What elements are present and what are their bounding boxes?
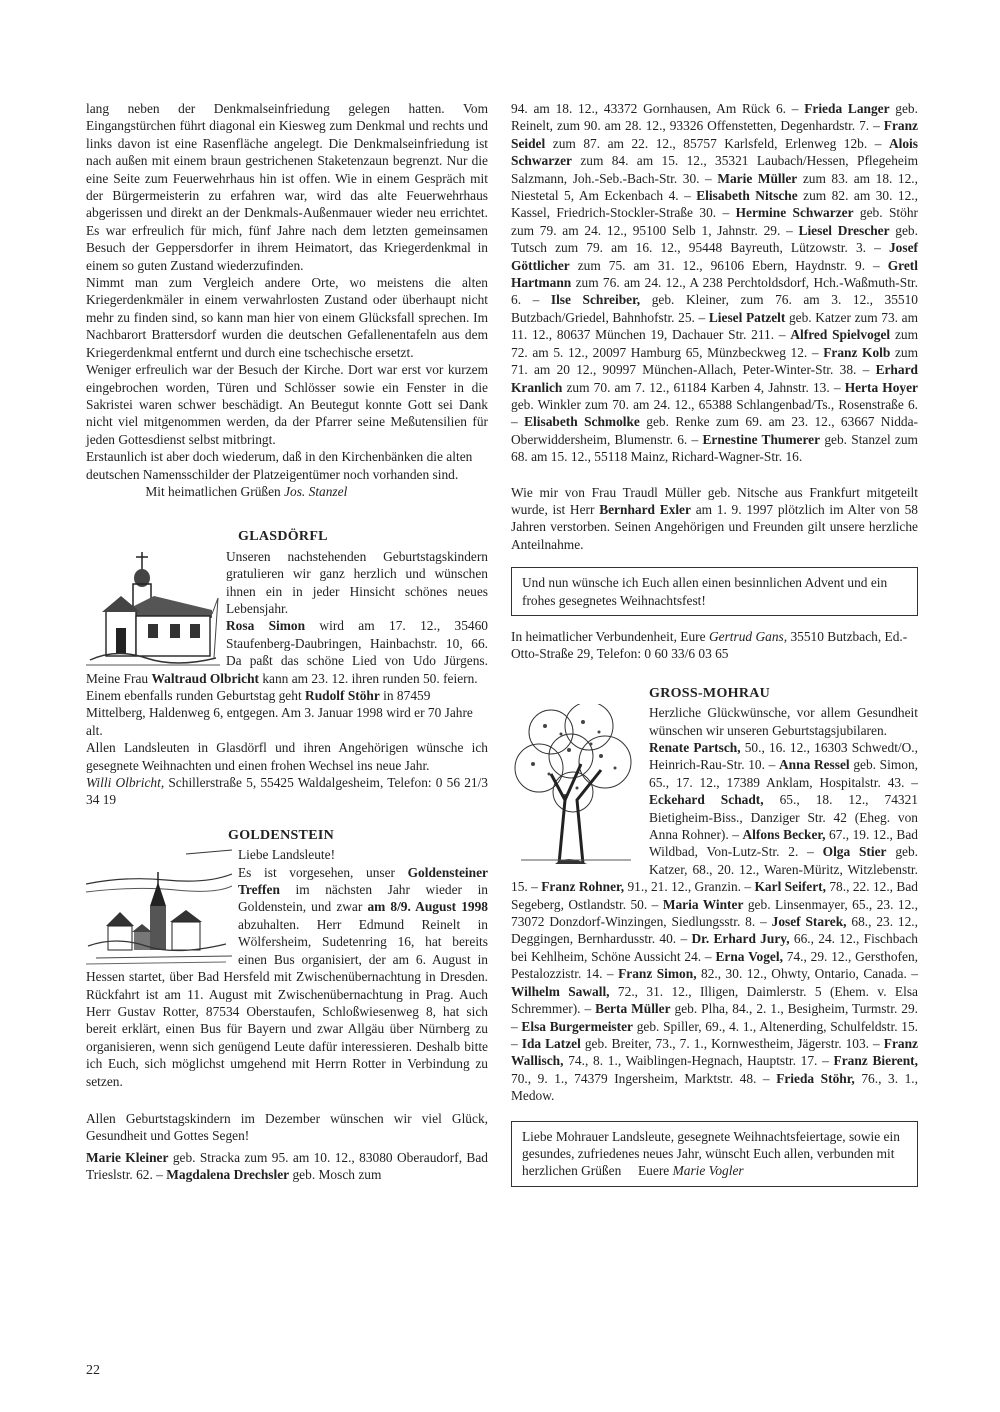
- box-text: Liebe Mohrauer Landsleute, gesegnete Weihnachtsfeiertage, sowie ein gesundes, zufriedenes neues Jahr, wünscht Euch allen, verbunden mit herzlichen Grüßen: [522, 1128, 900, 1179]
- person-name: Franz Simon,: [618, 966, 697, 982]
- section-glasdoerfl: [86, 528, 488, 809]
- text-run: 67., 19. 12., Bad Wildbad, Von-Lutz-Str. 2. –: [649, 827, 918, 860]
- person-name: Ida Latzel: [521, 1035, 581, 1051]
- text-run: geb. Renke zum 69. am 23. 12., 63667 Nidda-Oberwiddersheim, Blumenstr. 6. –: [511, 414, 918, 447]
- birthday-entry: [86, 1149, 488, 1184]
- signature: [86, 774, 488, 809]
- text-run: 70., 9. 1., 74379 Ingersheim, Marktstr. 48. –: [511, 1070, 770, 1086]
- paragraph: Nimmt man zum Vergleich andere Orte, wo meistens die alten Kriegerdenkmäler in einem verwahrlosten Zustand oder überhaupt nicht mehr zu finden sind, so kann man hier von einem Glücksfall sprechen. Im Nachbarort Brattersdorf wurden die deutschen Gefallenentafeln aus dem Kriegerdenkmal entfernt und durch eine tschechische ersetzt.: [86, 275, 488, 360]
- person-name: Josef Starek,: [771, 914, 847, 930]
- text-run: geb. Stanzel zum 68. am 15. 12., 55118 Mainz, Richard-Wagner-Str. 16.: [511, 431, 918, 465]
- person-name: Dr. Erhard Jury,: [691, 931, 790, 947]
- signature-name: Gertrud Gans,: [708, 628, 788, 644]
- paragraph: [86, 448, 488, 500]
- person-name: Magdalena Drechsler: [166, 1167, 290, 1183]
- text-run: in 87459 Mittelberg, Haldenweg 6, entgegen. Am 3. Januar 1998 wird er 70 Jahre alt.: [86, 688, 473, 738]
- signature-text: Mit heimatlichen Grüßen: [145, 483, 281, 499]
- text-run: geb. Plha, 84., 2. 1., Besigheim, Turmstr. 29. –: [511, 1001, 919, 1034]
- text-run: geb. Winkler zum 70. am 24. 12., 65388 Schlangenbad/Ts., Rosenstraße 6. –: [511, 396, 918, 430]
- person-name: Herta Hoyer: [844, 379, 918, 395]
- section-goldenstein: [86, 827, 488, 1184]
- text-run: 91., 21. 12., Granzin. –: [627, 879, 752, 895]
- paragraph-text: Erstaunlich ist aber doch wiederum, daß in den Kirchenbänken die alten deutschen Namensschilder der Platzeigentümer noch vorhanden sind.: [86, 449, 473, 482]
- right-column: [511, 100, 918, 1187]
- text-run: 50., 16. 12., 16303 Schwedt/O., Heinrich-Rau-Str. 10. –: [649, 740, 918, 773]
- text-run: zum 72. am 5. 12., 20097 Hamburg 65, Münzbeckweg 12. –: [511, 327, 918, 360]
- chapel-illustration: [86, 548, 220, 668]
- section-intro: Herzliche Glückwünsche, vor allem Gesundheit wünschen wir unseren Geburtstagsjubilaren.: [649, 705, 918, 738]
- text-run: 82., 30. 12., Ohwty, Ontario, Canada. –: [701, 966, 918, 982]
- person-name: Marie Müller: [717, 170, 798, 186]
- signature-address: Schillerstraße 5, 55425 Waldalgesheim, Telefon: 0 56 21/3 34 19: [86, 775, 489, 808]
- person-name: Eckehard Schadt,: [649, 792, 764, 808]
- person-name: Elisabeth Schmolke: [524, 414, 640, 430]
- text-run: kann am 23. 12. ihren runden 50. feiern.: [262, 670, 478, 686]
- text-run: 65., 18. 12., 74321 Bietigheim-Biss., Danziger Str. 42 (Eheg. von Anna Rohner). –: [649, 792, 918, 843]
- person-name: Josef Göttlicher: [511, 240, 918, 273]
- section-gross-mohrau: [511, 685, 918, 1105]
- text-run: geb. Stöhr zum 79. am 24. 12., 95100 Selb 1, Jahnstr. 29. –: [511, 205, 919, 238]
- birthday-list: [511, 100, 918, 466]
- text-run: geb. Stracka zum 95. am 10. 12., 83080 Oberaudorf, Bad Trieslstr. 62. –: [86, 1149, 488, 1183]
- text-run: zum 82. am 30. 12., Kassel, Friedrich-Stockler-Straße 30. –: [511, 188, 918, 221]
- text-run: zum 83. am 18. 12., Niestetal 5, Am Eckenbach 4. –: [511, 170, 919, 204]
- text-run: Es ist vorgesehen, unser: [238, 864, 396, 880]
- person-name: Maria Winter: [662, 896, 744, 912]
- text-run: zum 84. am 15. 12., 35321 Laubach/Hessen, Pflegeheim Salzmann, Joh.-Seb.-Bach-Str. 30. –: [511, 153, 918, 186]
- box-signature: Euere: [638, 1163, 670, 1179]
- text-run: im nächsten Jahr wieder in Goldenstein, und zwar: [238, 882, 488, 915]
- section-title: GLASDÖRFL: [238, 529, 328, 545]
- person-name: Karl Seifert,: [754, 879, 826, 895]
- text-run: 78., 22. 12., Bad Segeberg, Ostlandstr. 50. –: [511, 879, 918, 912]
- person-name: Frieda Stöhr,: [776, 1070, 855, 1086]
- person-name: Liesel Drescher: [798, 222, 890, 238]
- person-name: Waltraud Olbricht: [151, 670, 259, 686]
- text-run: zum 70. am 7. 12., 61184 Karben 4, Jahnstr. 13. –: [566, 379, 841, 395]
- text-run: geb. Linsenmayer, 65., 23. 12., 73072 Donzdorf-Winzingen, Siedlungsstr. 8. –: [511, 896, 918, 930]
- text-run: geb. Katzer zum 73. am 11. 12., 80637 München 19, Dachauer Str. 211. –: [511, 309, 918, 343]
- person-name: Ilse Schreiber,: [550, 292, 641, 308]
- person-name: Hermine Schwarzer: [735, 205, 854, 221]
- person-name: Frieda Langer: [804, 101, 890, 116]
- person-name: Franz Bierent,: [833, 1053, 918, 1069]
- person-name: Gretl Hartmann: [511, 257, 918, 291]
- person-name: Renate Partsch,: [649, 740, 741, 755]
- text-run: 94. am 18. 12., 43372 Gornhausen, Am Rück 6. –: [511, 101, 799, 116]
- person-name: Erna Vogel,: [715, 948, 783, 964]
- person-name: Alfred Spielvogel: [790, 327, 891, 343]
- person-name: Bernhard Exler: [599, 501, 691, 517]
- text-run: 76., 3. 1., Medow.: [511, 1070, 918, 1104]
- person-name: Ernestine Thumerer: [702, 431, 821, 447]
- text-run: am 1. 9. 1997 plötzlich im Alter von 58 Jahren verstorben. Seinen Angehörigen und Freunden gilt unsere herzliche Anteilnahme.: [511, 501, 918, 552]
- text-run: zum 76. am 24. 12., A 238 Perchtoldsdorf, Hch.-Waßmuth-Str. 6. –: [511, 275, 918, 308]
- text-run: Einem ebenfalls runden Geburtstag geht: [86, 688, 302, 703]
- text-run: Wie mir von Frau Traudl Müller geb. Nitsche aus Frankfurt mitgeteilt wurde, ist Herr: [511, 484, 918, 517]
- person-name: Elsa Burgermeister: [521, 1018, 633, 1034]
- text-run: geb. Simon, 65., 17. 12., 17389 Anklam, Hospitalstr. 43. –: [649, 757, 918, 790]
- text-run: zum 75. am 31. 12., 96106 Ebern, Haydnstr. 9. –: [577, 257, 880, 273]
- wish-text: Allen Geburtstagskindern im Dezember wünschen wir viel Glück, Gesundheit und Gottes Segen!: [86, 1110, 488, 1144]
- person-name: Rudolf Stöhr: [305, 688, 380, 703]
- person-name: Elisabeth Nitsche: [696, 188, 798, 204]
- person-name: Anna Ressel: [779, 757, 850, 773]
- box-signature-name: Marie Vogler: [672, 1163, 744, 1179]
- event-name: Goldensteiner Treffen: [238, 864, 488, 898]
- obituary-note: [511, 484, 918, 554]
- person-name: Olga Stier: [822, 844, 887, 860]
- text-run: 74., 29. 12., Gersthofen, Pestalozzistr. 14. –: [511, 948, 918, 982]
- text-run: geb. Breiter, 73., 7. 1., Kornwestheim, Jägerstr. 103. –: [584, 1035, 880, 1051]
- person-name: Marie Kleiner: [86, 1149, 169, 1165]
- person-name: Franz Seidel: [511, 118, 918, 151]
- person-name: Erhard Kranlich: [511, 362, 918, 395]
- section-title: GOLDENSTEIN: [228, 827, 334, 843]
- signature-name: Jos. Stanzel: [284, 483, 348, 499]
- person-name: Franz Rohner,: [541, 879, 625, 895]
- person-name: Franz Wallisch,: [511, 1035, 918, 1069]
- text-run: 72., 31. 12., Illigen, Daimlerstr. 5 (Ehem. v. Elsa Schremmer). –: [511, 983, 918, 1017]
- text-run: geb. Tutsch zum 79. am 16. 12., 95448 Bayreuth, Lützowstr. 3. –: [511, 222, 918, 256]
- tree-illustration: [511, 704, 641, 864]
- signature: [511, 628, 918, 663]
- section-title: GROSS-MOHRAU: [649, 685, 771, 701]
- paragraph: lang neben der Denkmalseinfriedung gelegen hatten. Vom Eingangstürchen führt diagonal ein Kiesweg zum Denkmal und rechts und links davon ist eine Rasenfläche angelegt. Die Denkmalseinfriedung ist nach außen mit einem braun gestrichenen Staketenzaun begrenzt. Nur die eine Seite zum Feuerwehrhaus hin ist offen. Wie in einem Gespräch mit der Bürgermeisterin zu erfahren war, wird das alte Feuerwehrhaus abgerissen und direkt an der Denkmals-Außenmauer wieder neu errichtet. Es war erfreulich für mich, fünf Jahre nach dem letzten gemeinsamen Besuch der Geppersdorfer in ihrem Heimatort, das Kriegerdenkmal in einem so guten Zustand wiederzufinden.: [86, 101, 488, 273]
- text-run: 74., 8. 1., Waiblingen-Hegnach, Hauptstr. 17. –: [568, 1053, 829, 1069]
- text-run: wird am 17. 12., 35460 Staufenberg-Daubringen, Hainbachstr. 10, 66. Da paßt das schöne Lied von Udo Jürgens. Meine Frau: [86, 618, 488, 686]
- text-run: 68., 23. 12., Deggingen, Bernhardusstr. 40. –: [511, 914, 918, 947]
- signature-name: Willi Olbricht,: [86, 775, 165, 791]
- text-run: geb. Reinelt, zum 90. am 28. 12., 93326 Offenstetten, Degenhardstr. 7. –: [511, 101, 918, 134]
- person-name: Rosa Simon: [226, 618, 306, 634]
- section-intro: Unseren nachstehenden Geburtstagskindern gratulieren wir ganz herzlich und wünschen ihnen ein in jeder Hinsicht schönes neues Lebensjahr.: [226, 548, 488, 616]
- person-name: Berta Müller: [595, 1001, 671, 1017]
- text-run: geb. Katzer, 68., 20. 12., Waren-Müritz, Witzlebenstr. 15. –: [511, 844, 918, 895]
- wish-text: Allen Landsleuten in Glasdörfl und ihren Angehörigen wünsche ich gesegnete Weihnachten und einen frohen Wechsel ins neue Jahr.: [86, 740, 488, 773]
- left-column: [86, 100, 488, 1184]
- person-name: Liesel Patzelt: [708, 309, 786, 325]
- page-number: 22: [86, 1363, 100, 1378]
- town-illustration: [86, 846, 232, 966]
- person-name: Wilhelm Sawall,: [511, 983, 610, 999]
- text-run: abzuhalten. Herr Edmund Reinelt in Wölfersheim, Sudetenring 16, hat bereits einen Bus organisiert, der am 6. August in Hessen startet, über Bad Hersfeld mit Zwischenübernachtung in Dresden. Rückfahrt ist am 11. August mit Zwischenübernachtung in Prag. Auch Herr Gustav Rotter, 87534 Oberstaufen, Schloßwiesenweg 8, hat sich bereit erklärt, einen Bus für Bayern und zwar Allgäu über Nürnberg zu organisieren, wenn sich genügend Leute dafür interessieren. Deshalb bitte ich Euch, sich möglichst umgehend mit Herrn Rotter in Verbindung zu setzen.: [86, 916, 488, 1089]
- paragraph: Weniger erfreulich war der Besuch der Kirche. Dort war erst vor kurzem eingebrochen worden, Türen und Schlösser sowie ein Fenster in die Sakristei waren schwer beschädigt. An Beutegut konnte Gott sei Dank nicht viel mitgenommen werden, da der Pfarrer seine Meßutensilien für jeden Gottesdienst selbst mitbringt.: [86, 362, 488, 447]
- person-name: Alois Schwarzer: [511, 135, 918, 169]
- person-name: Alfons Becker,: [742, 827, 826, 843]
- person-name: Franz Kolb: [823, 344, 891, 360]
- text-run: geb. Mosch zum: [292, 1167, 382, 1183]
- box-text: Und nun wünsche ich Euch allen einen besinnlichen Advent und ein frohes gesegnetes Weihnachtsfest!: [522, 575, 888, 608]
- text-run: 66., 24. 12., Fischbach bei Kehlheim, Schöne Aussicht 24. –: [511, 931, 918, 964]
- text-run: zum 87. am 22. 12., 85757 Karlsfeld, Erlenweg 12b. –: [552, 135, 882, 151]
- birthday-entry: [86, 687, 488, 739]
- christmas-greeting-box: [511, 1121, 918, 1187]
- text-run: In heimatlicher Verbundenheit, Eure: [511, 628, 706, 644]
- event-date: am 8/9. August 1998: [367, 899, 488, 915]
- text-run: zum 71. am 20 12., 90997 München-Allach, Peter-Winter-Str. 38. –: [511, 344, 918, 378]
- text-run: geb. Kleiner, zum 76. am 3. 12., 35510 Butzbach/Griedel, Bahnhofstr. 25. –: [511, 292, 918, 325]
- text-run: 35510 Butzbach, Ed.-Otto-Straße 29, Telefon: 0 60 33/6 03 65: [511, 628, 908, 662]
- text-run: geb. Spiller, 69., 4. 1., Altenerding, Schulfeldstr. 15. –: [511, 1018, 918, 1051]
- advent-greeting-box: [511, 567, 918, 616]
- greeting: Liebe Landsleute!: [238, 847, 336, 863]
